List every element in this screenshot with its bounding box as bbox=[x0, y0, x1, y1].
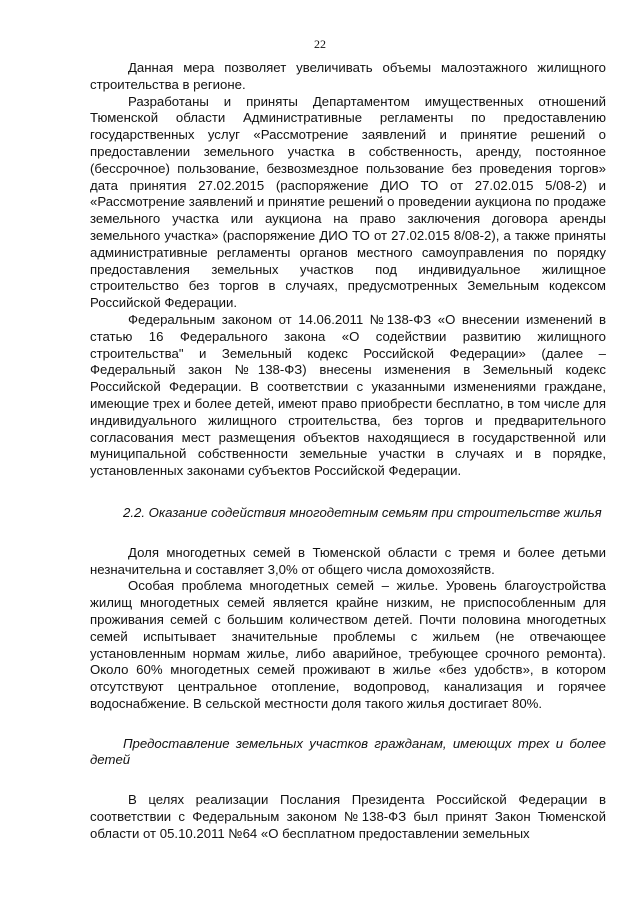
section-heading-2-2: 2.2. Оказание содействия многодетным семьям при строительстве жилья bbox=[123, 504, 602, 520]
paragraph-large-families-share: Доля многодетных семей в Тюменской области с тремя и более детьми незначительна и составляет 3,0% от общего числа домохозяйств. bbox=[90, 544, 606, 577]
paragraph-federal-law-138: Федеральным законом от 14.06.2011 №138-ФЗ «О внесении изменений в статью 16 Федерального закона «О содействии развитию жилищного строительства" и Земельный кодекс Российской Федерации» (далее – Федеральный закон №138-ФЗ) внесены изменения в Земельный кодекс Российской Федерации. В соответствии с указанными изменениями граждане, имеющие трех и более детей, имеют право приобрести бесплатно, в том числе для индивидуального жилищного строительства, без торгов и предварительного согласования мест размещения объектов находящиеся в государственной или муниципальной собственности земельные участки в случаях и в порядке, установленных законами субъектов Российской Федерации. bbox=[90, 311, 606, 479]
paragraph-housing-problem: Особая проблема многодетных семей – жилье. Уровень благоустройства жилищ многодетных семей является крайне низким, не приспособленным для проживания семей с большим количеством детей. Почти половина многодетных семей испытывает значительные проблемы с жильем (не отвечающее установленным нормам жилье, либо аварийное, требующее срочного ремонта). Около 60% многодетных семей проживают в жилье «без удобств», в котором отсутствуют центральное отопление, водопровод, канализация и горячее водоснабжение. В сельской местности доля такого жилья достигает 80%. bbox=[90, 578, 606, 711]
spacer bbox=[90, 769, 606, 792]
spacer bbox=[90, 480, 606, 505]
paragraph-tyumen-law-64: В целях реализации Послания Президента Российской Федерации в соответствии с Федеральным законом №138-ФЗ был принят Закон Тюменской области от 05.10.2011 №64 «О бесплатном предоставлении земельных bbox=[90, 792, 606, 841]
spacer bbox=[90, 713, 606, 736]
paragraph-low-rise-housing: Данная мера позволяет увеличивать объемы малоэтажного жилищного строительства в регионе. bbox=[90, 60, 606, 92]
spacer bbox=[90, 522, 606, 545]
document-body bbox=[90, 60, 606, 843]
page-number: 22 bbox=[314, 37, 326, 51]
paragraph-administrative-regulations: Разработаны и приняты Департаментом имущественных отношений Тюменской области Административные регламенты по предоставлению государственных услуг «Рассмотрение заявлений и принятие решений о предоставлении земельного участка в собственность, аренду, постоянное (бессрочное) пользование, безвозмездное пользование без проведения торгов» дата принятия 27.02.2015 (распоряжение ДИО ТО от 27.02.015 5/08-2) и «Рассмотрение заявлений и принятие решений о проведении аукциона по продаже земельного участка или аукциона на право заключения договора аренды земельного участка» (распоряжение ДИО ТО от 27.02.015 8/08-2), а также приняты административные регламенты органов местного самоуправления по порядку предоставления земельных участков под индивидуальное жилищное строительство без торгов в случаях, предусмотренных Земельным кодексом Российской Федерации. bbox=[90, 93, 606, 311]
subheading-land-plots: Предоставление земельных участков гражданам, имеющих трех и более детей bbox=[90, 735, 606, 768]
